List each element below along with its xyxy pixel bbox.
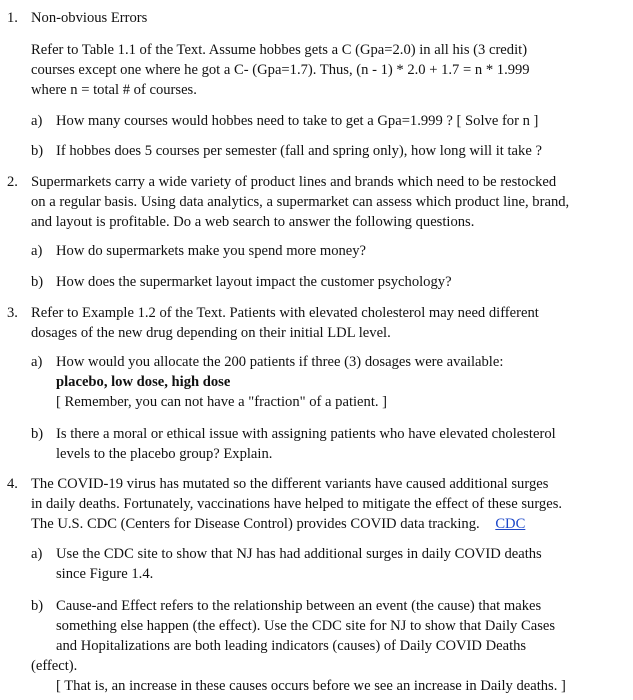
q1-b-label: b) (31, 143, 44, 159)
q4-text-line-2: in daily deaths. Fortunately, vaccinations have helped to mitigate the effect of these surges. (31, 496, 563, 512)
q3-b-text-line-1: Is there a moral or ethical issue with assigning patients who have elevated cholesterol (56, 426, 556, 442)
q2-a-text: How do supermarkets make you spend more money? (56, 243, 367, 259)
q4-b-text-line-2: something else happen (the effect). Use the CDC site for NJ to show that Daily Cases (56, 618, 556, 634)
q4-b-text-line-3: and Hopitalizations are both leading indicators (causes) of Daily COVID Deaths (56, 638, 527, 654)
q1-title: Non-obvious Errors (31, 10, 148, 26)
q3-a-dosages: placebo, low dose, high dose (56, 374, 231, 390)
q2-number: 2. (7, 174, 18, 190)
q2-text-line-2: on a regular basis. Using data analytics, a supermarket can assess which product line, brand, (31, 194, 570, 210)
q2-b-text: How does the supermarket layout impact the customer psychology? (56, 274, 452, 290)
q3-number: 3. (7, 305, 18, 321)
q3-b-label: b) (31, 426, 44, 442)
q1-intro-line-1: Refer to Table 1.1 of the Text. Assume hobbes gets a C (Gpa=2.0) in all his (3 credit) (31, 42, 528, 58)
q2-b-label: b) (31, 274, 44, 290)
q3-a-text: How would you allocate the 200 patients if three (3) dosages were available: (56, 354, 504, 370)
q3-b-text-line-2: levels to the placebo group? Explain. (56, 446, 273, 462)
q1-number: 1. (7, 10, 18, 26)
q4-a-text-line-2: since Figure 1.4. (56, 566, 154, 582)
q4-number: 4. (7, 476, 18, 492)
q2-a-label: a) (31, 243, 43, 259)
q3-text-line-1: Refer to Example 1.2 of the Text. Patients with elevated cholesterol may need different (31, 305, 539, 321)
q4-b-text-tail: (effect). (31, 658, 78, 674)
q1-a-label: a) (31, 113, 43, 129)
q3-a-label: a) (31, 354, 43, 370)
q1-a-text: How many courses would hobbes need to take to get a Gpa=1.999 ? [ Solve for n ] (56, 113, 539, 129)
q3-a-note: [ Remember, you can not have a "fraction" of a patient. ] (56, 394, 388, 410)
q2-text-line-3: and layout is profitable. Do a web search to answer the following questions. (31, 214, 475, 230)
q4-a-text-line-1: Use the CDC site to show that NJ has had additional surges in daily COVID deaths (56, 546, 542, 562)
q1-b-text: If hobbes does 5 courses per semester (fall and spring only), how long will it take ? (56, 143, 542, 159)
q4-b-note: [ That is, an increase in these causes occurs before we see an increase in Daily deaths. ] (56, 678, 566, 694)
q3-text-line-2: dosages of the new drug depending on their initial LDL level. (31, 325, 391, 341)
q4-b-label: b) (31, 598, 44, 614)
q4-text-line-3 (31, 514, 525, 534)
q4-a-label: a) (31, 546, 43, 562)
q4-text-line-3-content: The U.S. CDC (Centers for Disease Control) provides COVID data tracking. (31, 516, 480, 532)
q4-b-text-line-1: Cause-and Effect refers to the relationship between an event (the cause) that makes (56, 598, 542, 614)
q2-text-line-1: Supermarkets carry a wide variety of product lines and brands which need to be restocked (31, 174, 557, 190)
cdc-link[interactable]: CDC (495, 516, 526, 532)
q1-intro-line-2: courses except one where he got a C- (Gpa=1.7). Thus, (n - 1) * 2.0 + 1.7 = n * 1.999 (31, 62, 530, 78)
q1-intro-line-3: where n = total # of courses. (31, 82, 197, 98)
q4-text-line-1: The COVID-19 virus has mutated so the different variants have caused additional surges (31, 476, 549, 492)
